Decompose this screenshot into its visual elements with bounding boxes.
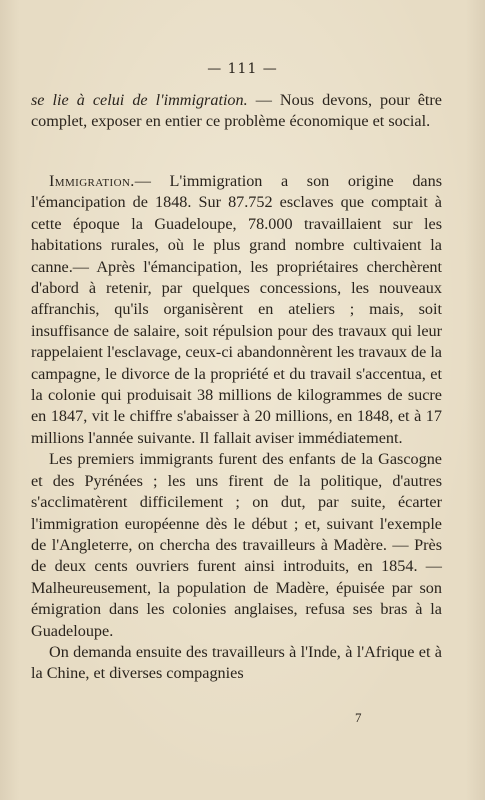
section-heading: Immigration. <box>49 172 135 190</box>
intro-paragraph <box>31 90 442 133</box>
page-number: — 111 — <box>207 61 278 77</box>
intro-rest: — Nous devons, pour être complet, exposer en entier ce problème économique et social. <box>31 91 442 131</box>
signature-mark: 7 <box>355 710 362 725</box>
paragraph-3: On demanda ensuite des travailleurs à l'Inde, à l'Afrique et à la Chine, et diverses compagnies <box>31 642 442 683</box>
immigration-paragraph-text: — L'immigration a son origine dans l'émancipation de 1848. Sur 87.752 esclaves que comptait à cette époque la Guadeloupe, 78.000 travaillaient sur les habitations rurales, où le plus grand nombre cultivaient la canne.— Après l'émancipation, les propriétaires cherchèrent d'abord à retenir, par quelques concessions, les nouveaux affranchis, qu'ils organisèrent en ateliers ; mais, soit insuffisance de salaire, soit répulsion pour des travaux qui leur rappelaient l'esclavage, ceux-ci abandonnèrent les travaux de la campagne, le divorce de la propriété et du travail s'accentua, et la colonie qui produisait 38 millions de kilogrammes de sucre en 1847, vit le chiffre s'abaisser à 20 millions, en 1848, et à 17 millions l'année suivante. Il fallait aviser immédiatement. <box>31 172 442 447</box>
paragraph-2: Les premiers immigrants furent des enfants de la Gascogne et des Pyrénées ; les uns firent de la politique, d'autres s'acclimatèrent difficilement ; on dut, par suite, écarter l'immigration européenne dès le début ; et, suivant l'exemple de l'Angleterre, on chercha des travailleurs à Madère. — Près de deux cents ouvriers furent ainsi introduits, en 1854. — Malheureusement, la population de Madère, épuisée par son émigration dans les colonies anglaises, refusa ses bras à la Guadeloupe. <box>31 450 442 640</box>
intro-block <box>31 90 442 133</box>
intro-italic-phrase: se lie à celui de l'immigration. <box>31 91 248 109</box>
immigration-paragraph <box>31 171 442 449</box>
main-text <box>31 171 442 685</box>
